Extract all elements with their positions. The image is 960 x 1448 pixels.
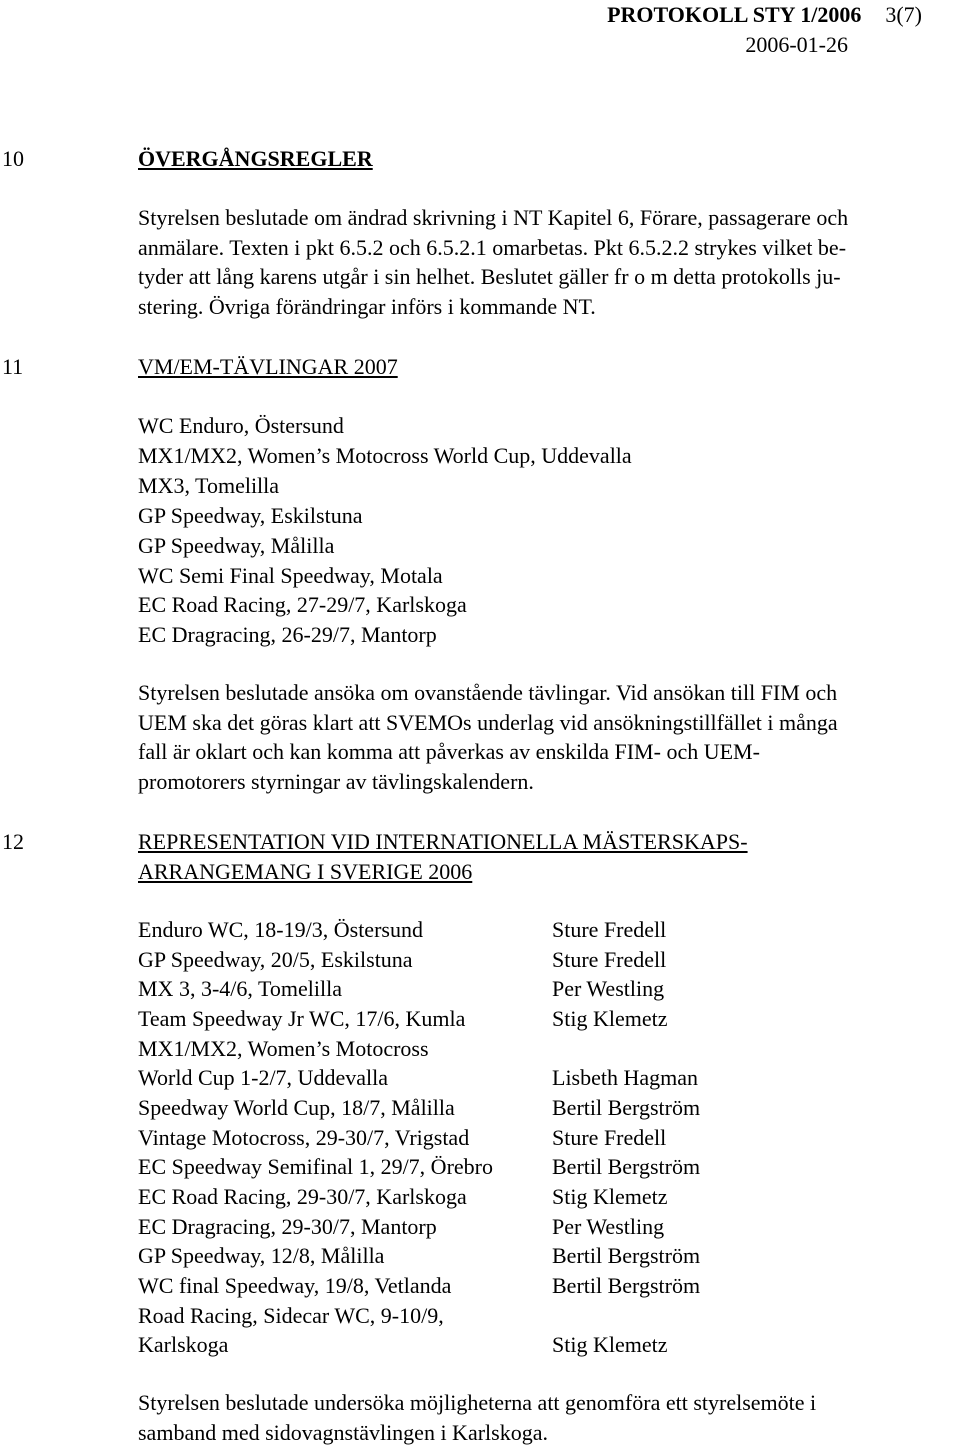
paragraph-line: tyder att lång karens utgår i sin helhet. Beslutet gäller fr o m detta protokolls ju- [138, 264, 841, 290]
page-header [607, 0, 922, 60]
section-title-text: ÖVERGÅNGSREGLER [138, 146, 373, 171]
event-cell: EC Speedway Semifinal 1, 29/7, Örebro [138, 1154, 493, 1180]
event-list [138, 411, 632, 650]
table-row [138, 1093, 700, 1123]
list-item: WC Semi Final Speedway, Motala [138, 562, 443, 588]
paragraph-line: fall är oklart och kan komma att påverkas av enskilda FIM- och UEM- [138, 739, 760, 765]
list-item: MX3, Tomelilla [138, 472, 280, 498]
paragraph-line: UEM ska det göras klart att SVEMOs underlag vid ansökningstillfället i många [138, 709, 838, 735]
person-cell: Per Westling [552, 976, 665, 1002]
list-item: GP Speedway, Eskilstuna [138, 502, 363, 528]
document-date: 2006-01-26 [745, 32, 848, 57]
event-cell: MX 3, 3-4/6, Tomelilla [138, 976, 342, 1002]
event-cell: Road Racing, Sidecar WC, 9-10/9, [138, 1302, 444, 1328]
paragraph-line: samband med sidovagnstävlingen i Karlskoga. [138, 1419, 548, 1445]
person-cell: Sture Fredell [552, 946, 667, 972]
table-row [138, 1301, 700, 1331]
document-title: PROTOKOLL STY 1/2006 [607, 2, 862, 27]
person-cell: Stig Klemetz [552, 1183, 668, 1209]
section-title-line: REPRESENTATION VID INTERNATIONELLA MÄSTERSKAPS- [138, 829, 748, 854]
section-number: 12 [2, 829, 24, 854]
section-12-paragraph [138, 1388, 938, 1447]
event-cell: EC Dragracing, 29-30/7, Mantorp [138, 1213, 437, 1239]
table-row [138, 915, 700, 945]
section-number: 11 [2, 354, 24, 379]
section-10-paragraph [138, 203, 938, 321]
table-row [138, 1271, 700, 1301]
section-title-text: VM/EM-TÄVLINGAR 2007 [138, 354, 398, 379]
table-row [138, 1034, 700, 1064]
person-cell: Stig Klemetz [552, 1005, 668, 1031]
section-title [138, 144, 938, 174]
header-line [607, 0, 922, 30]
paragraph-line: Styrelsen beslutade ansöka om ovanstående tävlingar. Vid ansökan till FIM och [138, 680, 838, 705]
paragraph-line: promotorers styrningar av tävlingskalendern. [138, 768, 534, 794]
table-row [138, 1212, 700, 1242]
list-item: MX1/MX2, Women’s Motocross World Cup, Uddevalla [138, 442, 632, 468]
event-cell: Enduro WC, 18-19/3, Östersund [138, 917, 423, 942]
table-row [138, 1241, 700, 1271]
paragraph-line: Styrelsen beslutade undersöka möjligheterna att genomföra ett styrelsemöte i [138, 1390, 817, 1415]
event-cell: World Cup 1-2/7, Uddevalla [138, 1065, 388, 1091]
person-cell: Lisbeth Hagman [552, 1065, 699, 1091]
table-row [138, 1330, 700, 1360]
event-cell: Speedway World Cup, 18/7, Målilla [138, 1094, 455, 1120]
event-cell: Vintage Motocross, 29-30/7, Vrigstad [138, 1124, 470, 1150]
person-cell: Sture Fredell [552, 917, 667, 942]
section-title [138, 827, 938, 887]
section-title [138, 352, 938, 382]
table-row [138, 945, 700, 975]
person-cell: Bertil Bergström [552, 1094, 701, 1120]
person-cell: Sture Fredell [552, 1124, 667, 1150]
list-item: EC Dragracing, 26-29/7, Mantorp [138, 622, 437, 648]
section-title-line: ARRANGEMANG I SVERIGE 2006 [138, 859, 473, 884]
representation-table [138, 915, 700, 1360]
list-item: WC Enduro, Östersund [138, 413, 344, 438]
event-cell: Karlskoga [138, 1332, 229, 1358]
table-row [138, 1152, 700, 1182]
event-cell: EC Road Racing, 29-30/7, Karlskoga [138, 1183, 467, 1209]
section-11-paragraph [138, 678, 938, 796]
event-cell: Team Speedway Jr WC, 17/6, Kumla [138, 1005, 466, 1031]
table-row [138, 1063, 700, 1093]
list-item: GP Speedway, Målilla [138, 532, 335, 558]
person-cell: Bertil Bergström [552, 1272, 701, 1298]
table-row [138, 1182, 700, 1212]
table-row [138, 974, 700, 1004]
table-row [138, 1004, 700, 1034]
page-number: 3(7) [885, 2, 922, 27]
person-cell: Bertil Bergström [552, 1243, 701, 1269]
event-cell: GP Speedway, 20/5, Eskilstuna [138, 946, 413, 972]
section-number: 10 [2, 146, 24, 171]
paragraph-line: anmälare. Texten i pkt 6.5.2 och 6.5.2.1 omarbetas. Pkt 6.5.2.2 strykes vilket be- [138, 234, 847, 260]
event-cell: GP Speedway, 12/8, Målilla [138, 1243, 385, 1269]
person-cell [552, 1034, 700, 1064]
person-cell: Bertil Bergström [552, 1154, 701, 1180]
event-cell: MX1/MX2, Women’s Motocross [138, 1035, 429, 1061]
list-item: EC Road Racing, 27-29/7, Karlskoga [138, 592, 467, 618]
event-cell: WC final Speedway, 19/8, Vetlanda [138, 1272, 452, 1298]
person-cell [552, 1301, 700, 1331]
table-row [138, 1123, 700, 1153]
paragraph-line: Styrelsen beslutade om ändrad skrivning i NT Kapitel 6, Förare, passagerare och [138, 205, 849, 230]
person-cell: Per Westling [552, 1213, 665, 1239]
paragraph-line: stering. Övriga förändringar införs i kommande NT. [138, 293, 596, 319]
person-cell: Stig Klemetz [552, 1332, 668, 1358]
